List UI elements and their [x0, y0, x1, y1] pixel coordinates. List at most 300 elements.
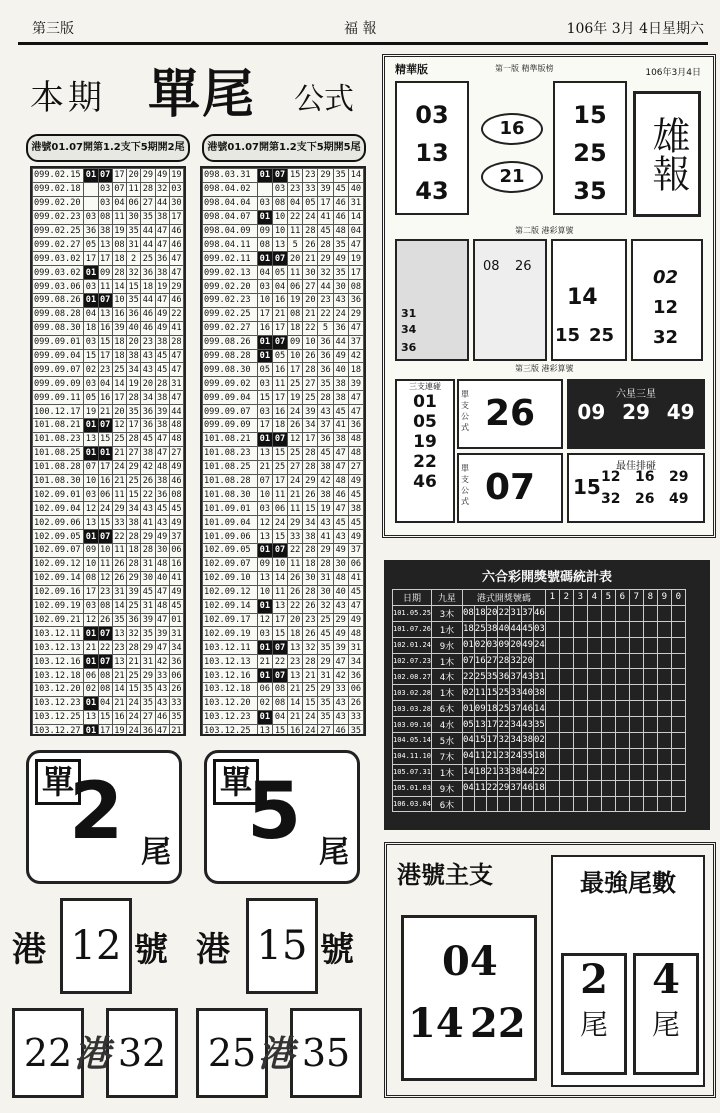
- stats-mark-cell: [629, 764, 643, 780]
- row-number: 31: [142, 559, 154, 570]
- row-number: 02: [85, 364, 97, 375]
- row-number: 11: [288, 224, 303, 238]
- row-date: 099.02.13: [203, 266, 258, 280]
- row-number: 39: [156, 406, 168, 417]
- row-number: 16: [272, 294, 287, 308]
- stats-number: 31: [510, 605, 522, 621]
- row-number: 28: [171, 337, 182, 348]
- stats-mark-cell: [545, 717, 559, 733]
- row-number: 48: [348, 432, 363, 446]
- row-number: 29: [318, 544, 333, 558]
- row-number: 22: [288, 210, 303, 224]
- stats-header: 0: [671, 590, 685, 606]
- grid-row: [33, 169, 184, 183]
- row-number: 49: [333, 349, 348, 363]
- row-number: 29: [142, 670, 154, 681]
- row-date: 102.09.01: [33, 488, 84, 502]
- row-number: 26: [303, 238, 318, 252]
- row-number: 16: [100, 323, 111, 334]
- row-date: 103.12.11: [203, 641, 258, 655]
- row-number: 28: [142, 184, 154, 195]
- stats-number: 38: [534, 685, 546, 701]
- stats-panel: [384, 560, 710, 830]
- stats-row: [393, 764, 686, 780]
- row-number: 24: [303, 210, 318, 224]
- row-number: 31: [348, 641, 363, 655]
- stats-mark-cell: [545, 621, 559, 637]
- stats-mark-cell: [615, 796, 629, 812]
- row-number: 38: [348, 502, 363, 516]
- stats-number: 02: [462, 685, 474, 701]
- row-number: 34: [348, 655, 363, 669]
- stats-mark-cell: [559, 748, 573, 764]
- stats-header: 日期: [393, 590, 432, 606]
- picture-box-1: [395, 239, 469, 361]
- row-number: 07: [100, 656, 111, 667]
- stats-number: 22: [534, 764, 546, 780]
- row-number: 29: [128, 573, 139, 584]
- row-number: 19: [112, 724, 126, 736]
- row-number: 47: [171, 253, 182, 264]
- row-number: 28: [128, 434, 139, 445]
- row-number: 41: [171, 573, 182, 584]
- gangzhu-box: [401, 915, 537, 1081]
- row-number: 01: [85, 267, 97, 278]
- row-number: 04: [272, 280, 287, 294]
- formula-number: 07: [485, 467, 536, 508]
- stats-date: 101.05.25: [393, 605, 432, 621]
- stats-number: 14: [534, 701, 546, 717]
- formula-right: 港號01.07開第1.2支下5期開5尾: [202, 134, 366, 162]
- row-number: 16: [100, 476, 111, 487]
- row-number: 04: [272, 710, 287, 724]
- row-number: 21: [114, 670, 125, 681]
- row-number: 47: [155, 724, 169, 736]
- row-number: 01: [171, 614, 182, 625]
- row-number: 35: [114, 614, 125, 625]
- row-number: 09: [257, 557, 272, 571]
- stats-header: 9: [657, 590, 671, 606]
- stats-mark-cell: [545, 780, 559, 796]
- row-date: 102.09.06: [33, 516, 84, 530]
- stats-number: 18: [534, 748, 546, 764]
- row-number: 13: [100, 239, 111, 250]
- row-number: 36: [85, 226, 97, 236]
- p3-num: 15: [555, 325, 581, 346]
- stats-date: 103.03.28: [393, 701, 432, 717]
- row-number: 20: [288, 252, 303, 266]
- row-number: 29: [318, 252, 333, 266]
- stats-mark-cell: [615, 621, 629, 637]
- stats-star: 6木: [431, 796, 462, 812]
- row-number: 12: [114, 420, 125, 431]
- row-number: 29: [288, 516, 303, 530]
- col2-num: 35: [573, 177, 607, 205]
- row-number: 03: [257, 196, 272, 210]
- grid-row: [203, 196, 364, 210]
- column-one: [395, 81, 469, 215]
- row-number: 06: [288, 280, 303, 294]
- row-number: 17: [303, 432, 318, 446]
- stats-star: 1木: [431, 653, 462, 669]
- row-number: 21: [169, 724, 183, 736]
- stats-mark-cell: [573, 780, 587, 796]
- row-number: 28: [128, 559, 139, 570]
- row-number: 45: [142, 434, 154, 445]
- stats-mark-cell: [615, 764, 629, 780]
- stats-number: [534, 796, 546, 812]
- p2-num: 26: [515, 259, 532, 274]
- row-date: 099.09.04: [33, 349, 84, 363]
- stats-number: 25: [474, 669, 486, 685]
- row-date: 098.04.02: [203, 182, 258, 196]
- stats-row: [393, 605, 686, 621]
- row-number: 12: [257, 516, 272, 530]
- row-number: 15: [85, 351, 97, 362]
- row-number: 28: [303, 544, 318, 558]
- stats-number: 14: [462, 764, 474, 780]
- stats-number: 46: [522, 701, 534, 717]
- row-number: 13: [288, 669, 303, 683]
- row-number: 01: [257, 252, 272, 266]
- row-number: 17: [272, 474, 287, 488]
- row-number: 33: [156, 670, 168, 681]
- grid-row: [33, 585, 184, 599]
- row-number: 19: [318, 502, 333, 516]
- three-combo-label: 三支連碰: [409, 382, 441, 391]
- row-number: 21: [288, 682, 303, 696]
- row-number: 09: [100, 267, 111, 278]
- formula-box-1: [457, 379, 563, 449]
- grid-row: [33, 391, 184, 405]
- row-number: 23: [114, 642, 125, 653]
- grid-row: [33, 335, 184, 349]
- hao-label-right: 號: [320, 930, 354, 970]
- row-number: 10: [272, 224, 287, 238]
- row-number: 49: [156, 309, 168, 320]
- stats-mark-cell: [629, 733, 643, 749]
- grid-row: [33, 530, 184, 544]
- row-number: 37: [318, 419, 333, 433]
- stats-mark-cell: [643, 780, 657, 796]
- row-number: 07: [272, 669, 287, 683]
- grid-row: [33, 724, 184, 736]
- stats-date: 106.03.04: [393, 796, 432, 812]
- row-number: 40: [128, 323, 139, 334]
- row-number: 26: [303, 627, 318, 641]
- row-number: 03: [100, 184, 111, 195]
- stats-number: 01: [462, 637, 474, 653]
- row-number: 26: [114, 559, 125, 570]
- row-number: 44: [142, 239, 154, 250]
- title-part3: 公式: [294, 82, 354, 117]
- wei-label: 尾: [319, 835, 349, 870]
- row-number: 18: [288, 627, 303, 641]
- stats-number: 34: [510, 733, 522, 749]
- stats-date: 105.01.03: [393, 780, 432, 796]
- stats-row: [393, 653, 686, 669]
- grid-row: [203, 391, 364, 405]
- row-number: 09: [85, 545, 97, 556]
- stats-number: 37: [522, 605, 534, 621]
- row-number: 05: [303, 196, 318, 210]
- row-number: 11: [272, 488, 287, 502]
- row-number: 31: [348, 196, 363, 210]
- row-number: 15: [272, 724, 287, 736]
- stats-number: 22: [462, 669, 474, 685]
- row-number: 01: [85, 628, 97, 639]
- row-number: 17: [272, 321, 287, 335]
- grid-row: [203, 169, 364, 183]
- stats-row: [393, 621, 686, 637]
- stats-number: 32: [510, 653, 522, 669]
- stats-number: 22: [498, 605, 510, 621]
- row-date: 099.08.26: [203, 335, 258, 349]
- row-number: 49: [156, 170, 168, 181]
- stats-mark-cell: [629, 685, 643, 701]
- row-number: 07: [85, 462, 97, 473]
- grid-row: [203, 655, 364, 669]
- row-number: 07: [114, 184, 125, 195]
- grid-row: [33, 210, 184, 224]
- row-number: 30: [303, 571, 318, 585]
- row-date: 102.09.12: [33, 557, 84, 571]
- col2-num: 15: [573, 101, 607, 129]
- stats-mark-cell: [559, 796, 573, 812]
- col1-num: 13: [415, 139, 449, 167]
- row-date: 103.12.11: [33, 627, 84, 641]
- stats-number: 25: [498, 701, 510, 717]
- row-date: 102.09.14: [203, 599, 258, 613]
- stats-row: [393, 701, 686, 717]
- grid-row: [203, 724, 364, 736]
- row-number: 16: [272, 363, 287, 377]
- row-number: 20: [128, 170, 139, 181]
- row-number: 30: [156, 545, 168, 556]
- row-number: 26: [348, 696, 363, 710]
- stats-star: 6木: [431, 701, 462, 717]
- stats-mark-cell: [545, 764, 559, 780]
- grid-row: [203, 613, 364, 627]
- row-number: 35: [333, 266, 348, 280]
- row-number: 32: [156, 184, 168, 195]
- stats-row: [393, 780, 686, 796]
- formula-number: 26: [485, 393, 536, 434]
- stats-mark-cell: [629, 605, 643, 621]
- stats-number: 22: [498, 717, 510, 733]
- row-number: 26: [114, 573, 125, 584]
- row-number: 28: [318, 557, 333, 571]
- row-number: 38: [142, 448, 154, 459]
- row-number: 45: [348, 585, 363, 599]
- row-number: 17: [348, 266, 363, 280]
- row-number: 10: [85, 476, 97, 487]
- stats-mark-cell: [545, 701, 559, 717]
- row-number: 36: [142, 420, 154, 431]
- row-date: 099.09.01: [33, 335, 84, 349]
- row-number: 42: [156, 656, 168, 667]
- row-number: 45: [171, 503, 182, 514]
- row-number: 28: [318, 391, 333, 405]
- row-number: 28: [303, 446, 318, 460]
- row-number: 43: [156, 698, 168, 709]
- row-number: 03: [85, 212, 97, 223]
- row-number: 36: [142, 406, 154, 417]
- best-num: 26: [635, 491, 655, 507]
- row-number: 07: [100, 170, 111, 181]
- row-number: 06: [272, 502, 287, 516]
- row-date: 101.08.21: [203, 432, 258, 446]
- row-number: 10: [288, 349, 303, 363]
- row-number: 46: [142, 323, 154, 334]
- row-number: 38: [318, 460, 333, 474]
- row-number: 16: [100, 392, 111, 403]
- stats-number: 20: [510, 637, 522, 653]
- stats-number: 43: [522, 717, 534, 733]
- stats-number: [510, 796, 522, 812]
- pair-number-a: 25: [196, 1008, 268, 1098]
- row-number: 01: [85, 170, 97, 181]
- grid-row: [203, 641, 364, 655]
- row-number: 41: [142, 517, 154, 528]
- best-num: 49: [669, 491, 689, 507]
- row-date: 099.09.09: [33, 377, 84, 391]
- row-number: 38: [333, 432, 348, 446]
- grid-row: [203, 530, 364, 544]
- stats-mark-cell: [545, 733, 559, 749]
- grid-row: [33, 419, 184, 433]
- row-number: 22: [114, 531, 125, 542]
- stats-mark-cell: [587, 717, 601, 733]
- stats-mark-cell: [601, 669, 615, 685]
- pair-mid-label: 港: [258, 1034, 295, 1075]
- row-number: 49: [333, 252, 348, 266]
- stats-number: 04: [462, 780, 474, 796]
- row-number: 47: [156, 434, 168, 445]
- combo-num: 46: [413, 472, 437, 492]
- row-number: 30: [128, 212, 139, 223]
- row-number: 10: [257, 294, 272, 308]
- row-number: 21: [128, 656, 139, 667]
- grid-row: [33, 571, 184, 585]
- wei-label: 尾: [651, 1008, 680, 1041]
- stats-mark-cell: [643, 605, 657, 621]
- row-number: 17: [100, 253, 111, 264]
- row-number: 43: [318, 405, 333, 419]
- stats-mark-cell: [629, 637, 643, 653]
- grid-row: [33, 280, 184, 294]
- row-number: 13: [272, 238, 287, 252]
- stats-mark-cell: [671, 764, 685, 780]
- stats-mark-cell: [671, 685, 685, 701]
- stats-number: 20: [522, 653, 534, 669]
- row-number: 29: [142, 642, 154, 653]
- grid-row: [33, 557, 184, 571]
- grid-row: [203, 405, 364, 419]
- grid-row: [33, 696, 184, 710]
- section2-label: 第二版 港彩算號: [515, 226, 574, 235]
- row-number: 21: [303, 307, 318, 321]
- row-date: 103.12.20: [203, 696, 258, 710]
- row-number: 28: [303, 585, 318, 599]
- row-number: 14: [114, 281, 125, 292]
- row-date: 102.09.05: [203, 544, 258, 558]
- row-date: 102.09.04: [33, 502, 84, 516]
- column-two: [553, 81, 627, 215]
- row-number: 25: [128, 670, 139, 681]
- stats-number: 08: [462, 605, 474, 621]
- stats-mark-cell: [573, 653, 587, 669]
- row-number: 32: [318, 599, 333, 613]
- row-number: 26: [288, 585, 303, 599]
- row-number: 48: [333, 571, 348, 585]
- row-number: 03: [272, 182, 287, 196]
- grid-row: [203, 474, 364, 488]
- row-date: 101.08.25: [203, 460, 258, 474]
- row-number: 44: [333, 335, 348, 349]
- row-number: 07: [257, 474, 272, 488]
- row-number: 28: [142, 545, 154, 556]
- stats-mark-cell: [629, 780, 643, 796]
- row-number: 05: [85, 239, 97, 250]
- row-number: 46: [333, 196, 348, 210]
- row-number: 48: [333, 474, 348, 488]
- row-date: 098.04.04: [203, 196, 258, 210]
- star-num: 29: [622, 400, 650, 424]
- stats-number: 46: [534, 605, 546, 621]
- row-number: 27: [171, 448, 182, 459]
- row-number: 38: [303, 530, 318, 544]
- row-number: 15: [303, 502, 318, 516]
- row-number: 16: [257, 321, 272, 335]
- row-number: 12: [85, 614, 97, 625]
- row-number: 37: [348, 335, 363, 349]
- best-num: 16: [635, 469, 655, 485]
- row-number: 11: [100, 281, 111, 292]
- row-number: 19: [288, 294, 303, 308]
- stats-mark-cell: [657, 621, 671, 637]
- row-number: 03: [257, 627, 272, 641]
- row-number: 25: [303, 391, 318, 405]
- stats-number: [534, 653, 546, 669]
- row-date: 102.09.07: [203, 557, 258, 571]
- row-number: 14: [114, 684, 125, 695]
- star-num: 49: [666, 400, 695, 424]
- row-number: 26: [288, 419, 303, 433]
- row-number: 43: [333, 294, 348, 308]
- grid-row: [203, 182, 364, 196]
- row-number: 16: [114, 309, 125, 320]
- row-number: 22: [171, 309, 182, 320]
- combo-num: 05: [413, 412, 437, 432]
- row-date: 102.09.19: [203, 627, 258, 641]
- grid-row: [203, 460, 364, 474]
- row-number: 45: [333, 516, 348, 530]
- row-number: 47: [156, 587, 168, 598]
- stats-number: 38: [510, 764, 522, 780]
- stats-mark-cell: [657, 748, 671, 764]
- stats-header: 6: [615, 590, 629, 606]
- stats-date: 101.07.26: [393, 621, 432, 637]
- weishu-num: 2: [580, 956, 608, 1003]
- stats-mark-cell: [601, 764, 615, 780]
- grid-row: [203, 446, 364, 460]
- row-number: 07: [100, 420, 111, 431]
- row-number: 24: [303, 724, 318, 736]
- stats-star: 1水: [431, 621, 462, 637]
- stats-mark-cell: [573, 621, 587, 637]
- row-number: 41: [348, 571, 363, 585]
